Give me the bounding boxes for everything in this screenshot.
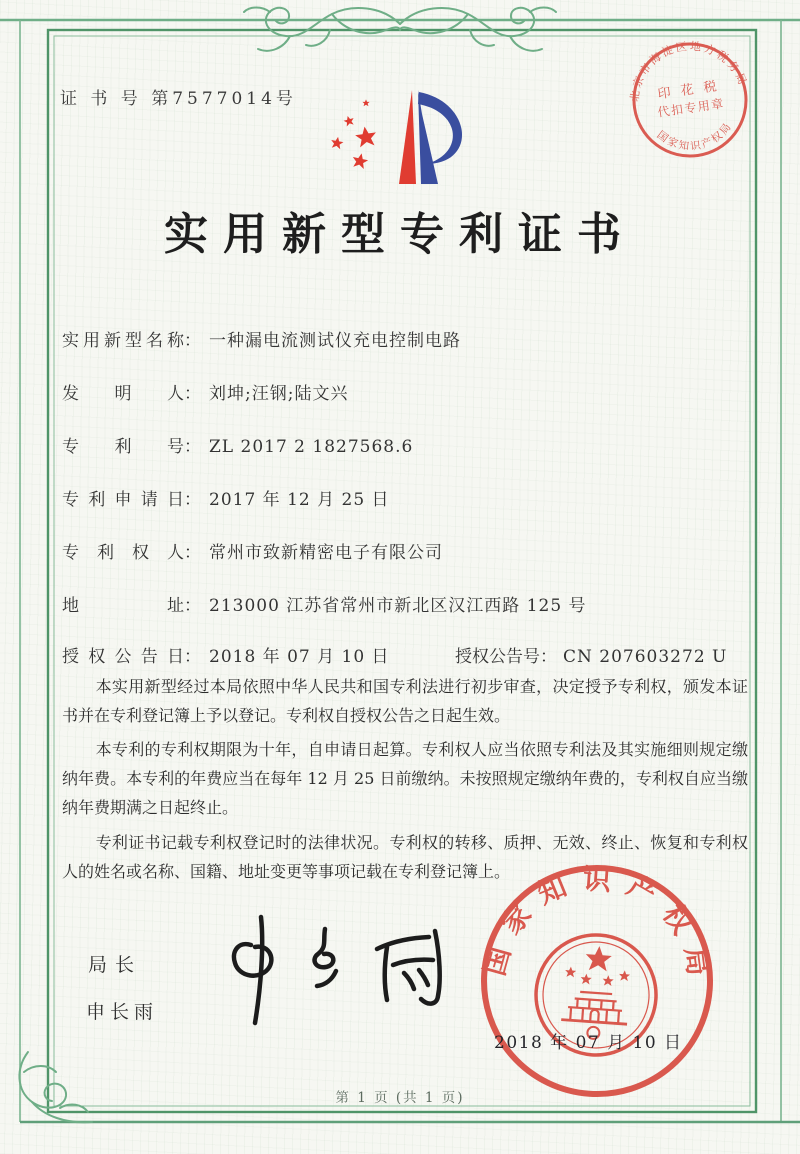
field-colon: ： (184, 543, 201, 563)
field-label: 发明人 (62, 384, 184, 404)
field-row-patent-number (62, 432, 413, 457)
handwritten-signature (205, 905, 470, 1040)
field-label: 专利申请日 (62, 490, 184, 510)
field-row-name (62, 326, 461, 351)
field-value: 刘坤;汪钢;陆文兴 (209, 384, 349, 404)
svg-text:国家知识产权局 (477, 855, 725, 993)
paragraph-term: 本专利的专利权期限为十年，自申请日起算。专利权人应当依照专利法及其实施细则规定缴纳年费。本专利的年费应当在每年 12 月 25 日前缴纳。未按照规定缴纳年费的，专利权自应当缴纳年费期满之日起终止。 (62, 740, 748, 818)
legal-text (62, 672, 748, 891)
field-row-patentee (62, 538, 443, 563)
field-colon: ： (184, 596, 201, 616)
field-value: 一种漏电流测试仪充电控制电路 (209, 331, 461, 351)
commissioner-title: 局长 (88, 954, 143, 976)
field-colon: ： (540, 647, 557, 667)
seal-date: 2018 年 07 月 10 日 (494, 1033, 683, 1053)
field-label: 专利号 (62, 437, 184, 457)
field-row-inventors (62, 379, 348, 404)
field-label: 专利权人 (62, 543, 184, 563)
field-value: ZL 2017 2 1827568.6 (209, 437, 414, 457)
logo-stars (330, 99, 378, 169)
office-seal-arc-text: 国家知识产权局 (477, 862, 717, 992)
field-colon: ： (184, 384, 201, 404)
page-number: 第 1 页 (共 1 页) (335, 1090, 465, 1106)
field-label: 授权公告号 (455, 647, 540, 667)
field-row-filing-date (62, 485, 390, 510)
field-value: CN 207603272 U (563, 647, 728, 667)
field-value: 2018 年 07 月 10 日 (209, 647, 390, 667)
certificate-title: 实用新型专利证书 (164, 209, 636, 260)
commissioner-name: 申长雨 (86, 1001, 159, 1023)
field-colon: ： (184, 647, 201, 667)
field-colon: ： (184, 331, 201, 351)
field-colon: ： (184, 490, 201, 510)
field-row-grant-number (455, 642, 727, 667)
field-label: 授权公告日 (62, 647, 184, 667)
logo-monogram (399, 90, 462, 184)
field-row-grant-date (62, 642, 390, 667)
paragraph-register: 专利证书记载专利权登记时的法律状况。专利权的转移、质押、无效、终止、恢复和专利权人的姓名或名称、国籍、地址变更等事项记载在专利登记簿上。 (62, 832, 748, 881)
cnipa-logo (326, 80, 476, 192)
certificate-number: 证 书 号 第7577014号 (60, 89, 297, 109)
field-value: 213000 江苏省常州市新北区汉江西路 125 号 (209, 596, 587, 616)
tax-stamp (611, 21, 769, 179)
field-colon: ： (184, 437, 201, 457)
tax-stamp-arc-top: 北京市海淀区地方税务局 (627, 39, 750, 103)
field-label: 实用新型名称 (62, 331, 184, 351)
tax-stamp-line1: 印 花 税 (656, 78, 721, 103)
tax-stamp-line2: 代扣专用章 (656, 96, 726, 120)
office-seal (464, 848, 731, 1115)
field-value: 2017 年 12 月 25 日 (209, 490, 390, 510)
field-value: 常州市致新精密电子有限公司 (209, 543, 443, 563)
paragraph-grant: 本实用新型经过本局依照中华人民共和国专利法进行初步审查，决定授予专利权，颁发本证书并在专利登记簿上予以登记。专利权自授权公告之日起生效。 (62, 677, 748, 726)
field-row-address (62, 591, 587, 616)
field-label: 地址 (62, 596, 184, 616)
tax-stamp-arc-bottom: 国家知识产权局 (654, 119, 735, 153)
